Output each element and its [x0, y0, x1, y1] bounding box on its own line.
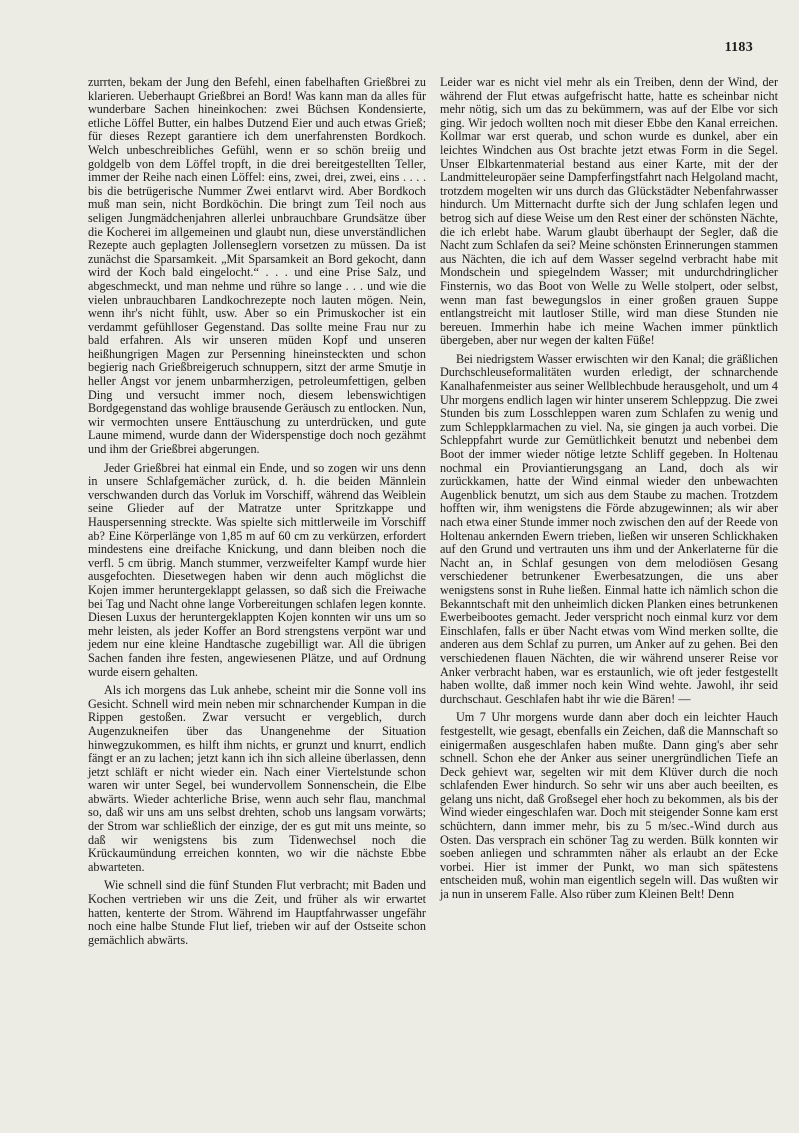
paragraph: zurrten, bekam der Jung den Befehl, einen fabelhaften Grießbrei zu klarieren. Ueberhaupt Grießbrei an Bord! Was kann man da alles für wunderbare Sachen hineinkochen: zwei Büchsen Kondensierte, etliche Löffel Butter, ein halbes Dutzend Eier und auch etwas Grieß; für dieses Rezept garantiere ich dem unerfahrensten Bordkoch. Welch unbeschreibliches Gefühl, wenn er so schön breiig und goldgelb von dem Löffel tropft, in die drei bereitgestellten Teller, immer der Reihe nach einen Löffel: eins, zwei, drei, zwei, eins . . . . bis die betrügerische Nummer Zwei entlarvt wird. Aber Bordkoch muß man sein, nicht Bordköchin. Die bringt zum Teil noch aus seligen Jungmädchenjahren allerlei unbrauchbare Grundsätze über die Kocherei im allgemeinen und glaubt nun, diese unverständlichen Rezepte auch geplagten Jollenseglern vorsetzen zu müssen. Da ist zunächst die Sparsamkeit. „Mit Sparsamkeit an Bord gekocht, dann wird der Koch bald eingelocht.“ . . . und eine Prise Salz, und abgeschmeckt, und man nehme und rühre so lange . . . und wie die vielen unbrauchbaren Landkochrezepte noch lauten mögen. Nein, wenn ihr's nicht fühlt, usw. Aber so ein Primuskocher ist ein verdammt gefühlloser Gegenstand. Das sollte meine Frau nur zu bald erfahren. Als wir unseren müden Kopf und unseren heißhungrigen Magen zur Persenning hineinsteckten und schon begierig nach Grießbreigeruch schnuppern, sitzt der arme Smutje in heller Angst vor jenem unbarmherzigen, petroleumfettigen, gelben Ding und versucht immer noch, diesem lebenswichtigen Bordgegenstand das wohlige brausende Geräusch zu entlocken. Nun, wir vermochten unsere Enttäuschung zu unterdrücken, und gute Laune mimend, wurde dann der Widerspenstige doch noch gezähmt und ihm der Grießbrei abgerungen.: [88, 75, 426, 457]
paragraph: Wie schnell sind die fünf Stunden Flut verbracht; mit Baden und Kochen vertrieben wir uns die Zeit, und früher als wir erwartet hatten, kenterte der Strom. Während im Hauptfahrwasser ungefähr noch eine halbe Stunde Flut lief, trieben wir auf der Ostseite schon gemächlich abwärts.: [88, 878, 426, 947]
right-column: [440, 76, 778, 907]
paragraph: Jeder Grießbrei hat einmal ein Ende, und so zogen wir uns denn in unsere Schlafgemächer zurück, d. h. die beiden Männlein verschwanden durch das Vorluk im Vorschiff, während das Weiblein seine Glieder auf der Matratze unter Spritzkappe und Hauspersenning streckte. Was spielte sich mittlerweile im Vorschiff ab? Eine Körperlänge von 1,85 m auf 60 cm zu verkürzen, erfordert mindestens eine dreifache Knickung, und dann bleiben noch die verfl. 5 cm übrig. Manch stummer, verzweifelter Kampf wurde hier ausgefochten. Diesetwegen haben wir denn auch möglichst die Kojen immer heruntergeklappt gelassen, so daß sich die Freiwache bei Tag und Nacht ohne lange Vorbereitungen schlafen legen konnte. Diesen Luxus der heruntergeklappten Kojen konnten wir uns um so mehr leisten, als jeder Koffer an Bord strengstens verpönt war und jedem nur eine kleine Handtasche zugebilligt war. All die übrigen Sachen fanden ihre festen, angewiesenen Plätze, und auf Ordnung wurde eisern gehalten.: [88, 460, 426, 679]
paragraph: Als ich morgens das Luk anhebe, scheint mir die Sonne voll ins Gesicht. Schnell wird mein neben mir schnarchender Kumpan in die Rippen gestoßen. Zwar versucht er vergeblich, durch Augenzukneifen über das Unangenehme der Situation hinwegzukommen, es hilft ihm nichts, er grunzt und knurrt, endlich fängt er an zu lachen; jetzt kann ich ihn sich alleine überlassen, denn jetzt schläft er nicht wieder ein. Nach einer Viertelstunde schon waren wir unter Segel, bei wundervollem Sonnenschein, die Elbe abwärts. Wieder achterliche Brise, wenn auch sehr flau, manchmal so, daß wir uns am uns selbst drehten, schob uns langsam vorwärts; der Strom war schließlich der einzige, der es gut mit uns meinte, so daß wir wenigstens bis zum Tidenwechsel noch die Krückaumündung erreichen konnten, wo wir die nächste Ebbe abwarteten.: [88, 683, 426, 874]
paragraph: Bei niedrigstem Wasser erwischten wir den Kanal; die gräßlichen Durchschleuseformalitäten wurden erledigt, der schnarchende Kanalhafenmeister aus seiner Wellblechbude herausgeholt, und um 4 Uhr morgens endlich lagen wir hinter unserem Schleppzug. Die zwei Stunden bis zum Losschleppen waren zum Schlafen zu wenig und zum Schleppklarmachen zu viel. Na, sie gingen ja auch vorbei. Die Schleppfahrt wurde zur Gemütlichkeit benutzt und nebenbei dem Boot der immer wieder nötige letzte Schliff gegeben. In Holtenau nochmal ein Proviantierungsgang an Land, doch als wir zurückkamen, hatte der Wind einmal wieder den unbewachten Augenblick benutzt, um sich aus dem Staube zu machen. Trotzdem hofften wir, ihm wenigstens die Förde abzugewinnen; als wir aber nach etwa einer Stunde immer noch zwischen den auf der Reede von Holtenau ankernden Ewern trieben, ließen wir unseren Schlickhaken auf den Grund und vertrauten uns ihm und der Ankerlaterne für die Nacht an, in Schlaf gesungen von dem melodiösen Gesang verschiedener betrunkener Ewerbesatzungen, die uns aber wenigstens sonst in Ruhe ließen. Einmal hatte ich nämlich schon die Bekanntschaft mit den unheimlich dicken Planken eines betrunkenen Ewerbeibootes gemacht. Jeder verspricht noch einmal kurz vor dem Einschlafen, falls er über Nacht etwas vom Wind merken sollte, die anderen aus dem Schlaf zu purren, um Anker auf zu gehen. Bei den verschiedenen flauen Nächten, die wir während unserer Reise vor Anker verbracht haben, war es erstaunlich, wie oft jeder festgestellt haben wollte, daß immer noch kein Wind wehte. Jawohl, ihr seid durchschaut. Geschlafen habt ihr wie die Bären! —: [440, 351, 778, 706]
paragraph: Um 7 Uhr morgens wurde dann aber doch ein leichter Hauch festgestellt, wie gesagt, ebenfalls ein Zeichen, daß die Mannschaft so einigermaßen ausgeschlafen haben mußte. Dann ging's aber sehr schnell. Schon ehe der Anker aus seiner unergründlichen Tiefe an Deck gehievt war, segelten wir mit dem Klüver durch die noch schlafenden Ewer hindurch. So sehr wir uns aber auch beeilten, es gelang uns nicht, daß Großsegel eher hoch zu bekommen, als bis der Wind wieder eingeschlafen war. Doch mit steigender Sonne kam erst schüchtern, dann immer mehr, bis zu 5 m/sec.-Wind durch aus Osten. Das versprach ein schöner Tag zu werden. Bülk konnten wir soeben anliegen und schrammten näher als erlaubt an der Ecke vorbei. Hier ist immer der Punkt, wo man sich spätestens entscheiden muß, wohin man eigentlich segeln will. Das wußten wir ja nun in unserem Falle. Also rüber zum Kleinen Belt! Denn: [440, 710, 778, 902]
page-number: 1183: [724, 40, 753, 55]
paragraph: Leider war es nicht viel mehr als ein Treiben, denn der Wind, der während der Flut etwas aufgefrischt hatte, hatte es scheinbar nicht mehr nötig, sich um das zu bekümmern, was auf der Elbe vor sich ging. Wir jedoch wollten noch mit dieser Ebbe den Kanal erreichen. Kollmar war erst querab, und schon wurde es dunkel, aber ein leichtes Windchen aus Ost brachte jetzt etwas Form in die Segel. Unser Elbkartenmaterial bestand aus einer Karte, mit der der Landmitteleuropäer seine Dampferfingstfahrt nach Helgoland macht, trotzdem mogelten wir uns durch das Glückstädter Nebenfahrwasser hindurch. Um Mitternacht durfte sich der Jung schlafen legen und betrog sich auf diese Weise um den Rest einer der schönsten Nächte, die ich erlebt habe. Warum glaubt überhaupt der Segler, daß die Nacht zum Schlafen da sei? Meine schönsten Erinnerungen stammen aus Nächten, die ich auf dem Wasser segelnd verbracht habe mit Mondschein und spiegelndem Wasser; mit undurchdringlicher Finsternis, wo das Boot von Welle zu Welle stolpert, oder selbst, wenn man fast bewegungslos in einer großen grauen Suppe entlangstreicht mit lautloser Stille, wird man diese Stunden nie bereuen. Immerhin habe ich meine Wachen immer pünktlich übergeben, aber nur wegen der kalten Füße!: [440, 75, 778, 348]
left-column: [88, 76, 426, 952]
